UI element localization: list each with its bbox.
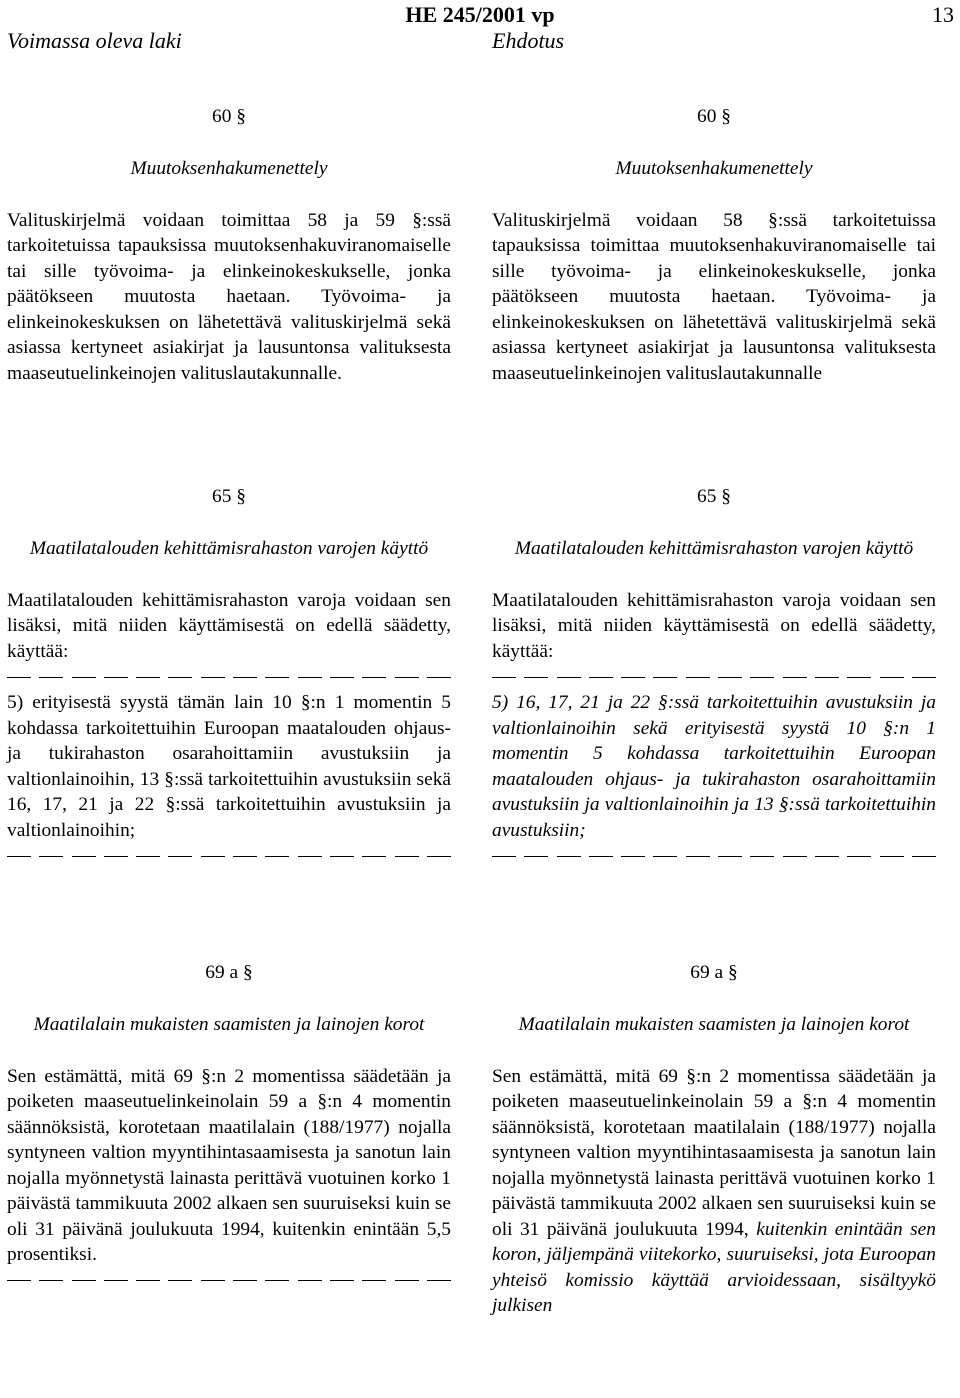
right-section-69a — [492, 960, 936, 1319]
section-paragraph: Valituskirjelmä voidaan 58 §:ssä tarkoitetuissa tapauksissa toimittaa muutoksenhakuviranomaiselle tai sille työvoima- ja elinkeinokeskukselle, jonka päätökseen muutosta haetaan. Työvoima- ja elinkeinokeskuksen on lähetettävä valituskirjelmä sekä asiassa kertyneet asiakirjat ja lausuntonsa valituksesta maaseutuelinkeinojen valituslautakunnalle — [492, 209, 936, 384]
page-number: 13 — [932, 2, 954, 27]
document-id: HE 245/2001 vp — [405, 2, 555, 27]
omission-dashes — [492, 664, 936, 690]
section-intro: Maatilatalouden kehittämisrahaston varoja voidaan sen lisäksi, mitä niiden käyttämisestä on edellä säädetty, käyttää: — [7, 589, 451, 662]
item-5: 5) erityisestä syystä tämän lain 10 §:n 1 momentin 5 kohdassa tarkoitettuihin Euroopan maatalouden ohjaus- ja tukirahaston osarahoittamiin avustuksiin ja valtionlainoihin, 13 §:ssä tarkoitettuihin avustuksiin sekä 16, 17, 21 ja 22 §:ssä tarkoitettuihin avustuksiin ja valtionlainoihin; — [7, 692, 451, 841]
right-column-heading: Ehdotus — [492, 28, 565, 53]
section-number: 65 § — [212, 486, 246, 507]
section-title: Maatilatalouden kehittämisrahaston varojen käyttö — [514, 538, 914, 559]
section-paragraph: Valituskirjelmä voidaan toimittaa 58 ja 59 §:ssä tarkoitetuissa tapauksissa muutoksenhakuviranomaiselle tai sille työvoima- ja elinkeinokeskukselle, jonka päätökseen muutosta haetaan. Työvoima- ja elinkeinokeskuksen on lähetettävä valituskirjelmä sekä asiassa kertyneet asiakirjat ja lausuntonsa valituksesta maaseutuelinkeinojen valituslautakunnalle. — [7, 209, 451, 384]
omission-dashes — [7, 664, 451, 690]
section-number: 65 § — [697, 486, 731, 507]
section-paragraph — [492, 1064, 936, 1319]
left-section-65 — [7, 484, 451, 869]
paragraph-plain-text: Sen estämättä, mitä 69 §:n 2 momentissa säädetään ja poiketen maaseutuelinkeinolain 59 a §:n 4 momentin säännöksistä, korotetaan maatilalain (188/1977) nojalla syntyneen valtion myyntihintasaamisesta ja sanotun lain nojalla myönnetystä lainasta perittävä vuotuinen korko 1 päivästä tammikuuta 2002 alkaen sen suuruiseksi kuin se oli 31 päivänä joulukuuta 1994, — [492, 1065, 936, 1240]
left-section-60 — [7, 104, 451, 386]
section-title: Muutoksenhakumenettely — [615, 158, 813, 179]
paragraph-italic-amendment: kuitenkin enintään sen koron, jäljempänä viitekorko, suuruiseksi, jota Euroopan yhteisö komissio käyttää arvioidessaan, sisältyykö julkisen — [492, 1218, 936, 1316]
right-section-60 — [492, 104, 936, 386]
section-title: Maatilalain mukaisten saamisten ja lainojen korot — [518, 1014, 910, 1035]
omission-dashes — [7, 843, 451, 869]
left-section-69a — [7, 960, 451, 1294]
section-intro: Maatilatalouden kehittämisrahaston varoja voidaan sen lisäksi, mitä niiden käyttämisestä on edellä säädetty, käyttää: — [492, 589, 936, 662]
section-number: 69 a § — [690, 962, 738, 983]
section-number: 60 § — [212, 106, 246, 127]
section-number: 69 a § — [205, 962, 253, 983]
page-header — [0, 0, 960, 60]
section-number: 60 § — [697, 106, 731, 127]
omission-dashes — [492, 843, 936, 869]
right-section-65 — [492, 484, 936, 869]
section-title: Maatilatalouden kehittämisrahaston varojen käyttö — [29, 538, 429, 559]
omission-dashes — [7, 1268, 451, 1294]
section-title: Maatilalain mukaisten saamisten ja lainojen korot — [33, 1014, 425, 1035]
section-paragraph: Sen estämättä, mitä 69 §:n 2 momentissa säädetään ja poiketen maaseutuelinkeinolain 59 a §:n 4 momentin säännöksistä, korotetaan maatilalain (188/1977) nojalla syntyneen valtion myyntihintasaamisesta ja sanotun lain nojalla myönnetystä lainasta perittävä vuotuinen korko 1 päivästä tammikuuta 2002 alkaen sen suuruiseksi kuin se oli 31 päivänä joulukuuta 1994, kuitenkin enintään 5,5 prosentiksi. — [7, 1065, 451, 1265]
item-5: 5) 16, 17, 21 ja 22 §:ssä tarkoitettuihin avustuksiin ja valtionlainoihin sekä erityisestä syystä 10 §:n 1 momentin 5 kohdassa tarkoitettuihin Euroopan maatalouden ohjaus- ja tukirahaston osarahoittamiin avustuksiin ja valtionlainoihin ja 13 §:ssä tarkoitettuihin avustuksiin; — [492, 692, 936, 841]
section-title: Muutoksenhakumenettely — [130, 158, 328, 179]
left-column-heading: Voimassa oleva laki — [7, 28, 182, 53]
